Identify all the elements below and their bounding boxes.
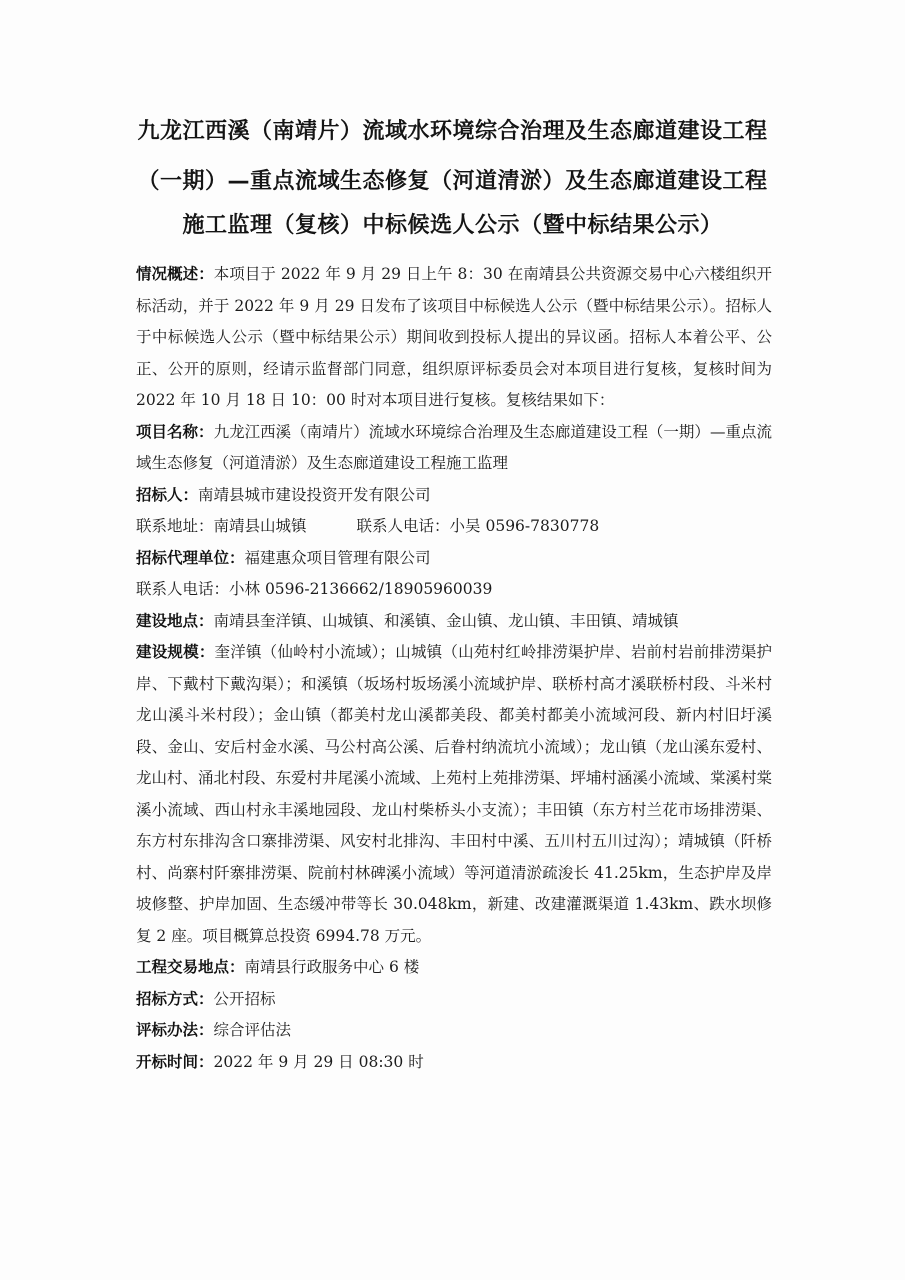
title-line-2: （一期）—重点流域生态修复（河道清淤）及生态廊道建设工程 [137,169,768,194]
agency-contact-paragraph [136,574,772,606]
project-name-text: 九龙江西溪（南靖片）流域水环境综合治理及生态廊道建设工程（一期）—重点流域生态修复（河道清淤）及生态廊道建设工程施工监理 [136,422,772,472]
evaluation-paragraph [136,1015,772,1047]
tenderer-text: 南靖县城市建设投资开发有限公司 [198,485,431,504]
venue-label: 工程交易地点： [136,958,245,976]
overview-paragraph [136,259,772,417]
evaluation-label: 评标办法： [136,1021,214,1039]
scale-paragraph [136,637,772,952]
method-label: 招标方式： [136,989,214,1008]
title-line-1: 九龙江西溪（南靖片）流域水环境综合治理及生态廊道建设工程 [137,119,768,144]
tenderer-label: 招标人： [136,485,199,504]
overview-text: 本项目于 2022 年 9 月 29 日上午 8：30 在南靖县公共资源交易中心六楼组织开标活动，并于 2022 年 9 月 29 日发布了该项目中标候选人公示（暨中标结果公示）。招标人于中标候选人公示（暨中标结果公示）期间收到投标人提出的异议函。招标人本着公平、公正、公开的原则，经请示监督部门同意，组织原评标委员会对本项目进行复核，复核时间为 2022 年 10 月 18 日 10：00 时对本项目进行复核。复核结果如下： [136,265,772,409]
agency-paragraph [136,543,772,575]
location-label: 建设地点： [136,611,214,630]
method-paragraph [136,984,772,1016]
agency-contact-label: 联系人电话： [136,580,230,598]
contact-row [136,511,772,543]
agency-text: 福建惠众项目管理有限公司 [244,548,431,567]
contact-address-label: 联系地址： [136,517,214,535]
opening-time-paragraph [136,1047,772,1079]
method-text: 公开招标 [213,989,276,1008]
tenderer-paragraph [136,480,772,512]
scale-text: 奎洋镇（仙岭村小流域）；山城镇（山苑村红岭排涝渠护岸、岩前村岩前排涝渠护岸、下戴村下戴沟渠）；和溪镇（坂场村坂场溪小流域护岸、联桥村高才溪联桥村段、斗米村龙山溪斗米村段）；金山镇（都美村龙山溪都美段、都美村都美小流域河段、新内村旧圩溪段、金山、安后村金水溪、马公村高公溪、后眷村纳流坑小流域）；龙山镇（龙山溪东爱村、龙山村、涌北村段、东爱村井尾溪小流域、上苑村上苑排涝渠、坪埔村涵溪小流域、棠溪村棠溪小流域、西山村永丰溪地园段、龙山村柴桥头小支流）；丰田镇（东方村兰花市场排涝渠、东方村东排沟含口寨排涝渠、风安村北排沟、丰田村中溪、五川村五川过沟）；靖城镇（阡桥村、尚寨村阡寨排涝渠、院前村林碑溪小流域）等河道清淤疏浚长 41.25km，生态护岸及岸坡修整、护岸加固、生态缓冲带等长 30.048km，新建、改建灌溉渠道 1.43km、跌水坝修复 2 座。项目概算总投资 6994.78 万元。 [136,643,772,945]
scale-label: 建设规模： [136,643,215,661]
document-body [136,259,772,1078]
contact-phone-label: 联系人电话： [356,517,450,535]
project-name-label: 项目名称： [136,422,214,441]
agency-contact-text: 小林 0596-2136662/18905960039 [229,580,493,598]
venue-text: 南靖县行政服务中心 6 楼 [244,958,420,976]
overview-label: 情况概述： [136,265,214,283]
agency-label: 招标代理单位： [136,548,245,567]
contact-address: 南靖县山城镇 [213,517,307,535]
contact-phone: 小吴 0596-7830778 [449,517,600,535]
contact-spacer [307,511,357,543]
opening-time-text: 2022 年 9 月 29 日 08:30 时 [213,1052,424,1071]
project-name-paragraph [136,417,772,480]
opening-time-label: 开标时间： [136,1052,214,1071]
venue-paragraph [136,952,772,984]
evaluation-text: 综合评估法 [213,1021,292,1039]
location-paragraph [136,606,772,638]
location-text: 南靖县奎洋镇、山城镇、和溪镇、金山镇、龙山镇、丰田镇、靖城镇 [213,611,679,630]
title-line-3: 施工监理（复核）中标候选人公示（暨中标结果公示） [182,213,723,238]
